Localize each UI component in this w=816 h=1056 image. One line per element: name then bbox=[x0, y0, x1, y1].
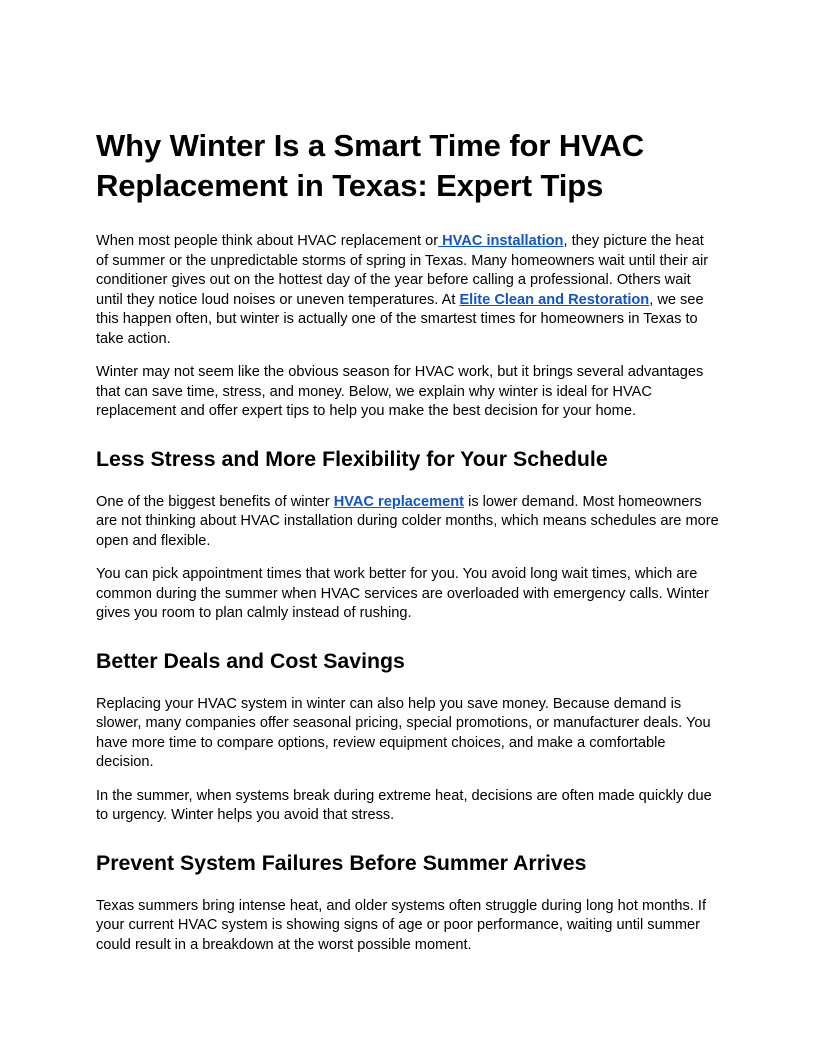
document-page bbox=[96, 126, 720, 969]
intro-paragraph-1 bbox=[96, 232, 720, 349]
schedule-text-1: One of the biggest benefits of winter bbox=[96, 493, 334, 510]
intro-paragraph-2: Winter may not seem like the obvious season for HVAC work, but it brings several advantages that can save time, stress, and money. Below, we explain why winter is ideal for HVAC replacement and offer expert tips to help you make the best decision for your home. bbox=[96, 364, 704, 419]
page-title: Why Winter Is a Smart Time for HVAC Replacement in Texas: Expert Tips bbox=[96, 128, 645, 203]
schedule-paragraph-1 bbox=[96, 493, 720, 552]
intro-text-1: When most people think about HVAC replacement or bbox=[96, 233, 439, 249]
schedule-text-2: is lower demand. Most homeowners are not thinking about HVAC installation during colder months, which means schedules are more open and flexible. bbox=[96, 493, 719, 549]
section-heading-deals: Better Deals and Cost Savings bbox=[96, 648, 405, 673]
elite-clean-restoration-link[interactable]: Elite Clean and Restoration bbox=[459, 291, 650, 308]
prevent-failures-paragraph-1: Texas summers bring intense heat, and older systems often struggle during long hot months. If your current HVAC system is showing signs of age or poor performance, waiting until summer could result in a breakdown at the worst possible moment. bbox=[96, 897, 707, 953]
section-heading-schedule: Less Stress and More Flexibility for Your Schedule bbox=[96, 446, 608, 471]
intro-text-2: , they picture the heat of summer or the unpredictable storms of spring in Texas. Many homeowners wait until their air conditioner gives out on the hottest day of the year before calling a professional. Others wait until they notice loud noises or uneven temperatures. At bbox=[96, 233, 709, 308]
hvac-installation-link[interactable]: HVAC installation bbox=[438, 233, 564, 249]
intro-text-3: , we see this happen often, but winter is actually one of the smartest times for homeowners in Texas to take action. bbox=[96, 291, 704, 347]
schedule-paragraph-2: You can pick appointment times that work better for you. You avoid long wait times, which are common during the summer when HVAC services are overloaded with emergency calls. Winter gives you room to plan calmly instead of rushing. bbox=[96, 566, 709, 621]
section-heading-prevent-failures: Prevent System Failures Before Summer Arrives bbox=[96, 850, 587, 875]
deals-paragraph-1: Replacing your HVAC system in winter can also help you save money. Because demand is slower, many companies offer seasonal pricing, special promotions, or manufacturer deals. You have more time to compare options, review equipment choices, and make a comfortable decision. bbox=[96, 695, 711, 770]
deals-paragraph-2: In the summer, when systems break during extreme heat, decisions are often made quickly due to urgency. Winter helps you avoid that stress. bbox=[96, 787, 712, 823]
hvac-replacement-link[interactable]: HVAC replacement bbox=[333, 493, 465, 510]
